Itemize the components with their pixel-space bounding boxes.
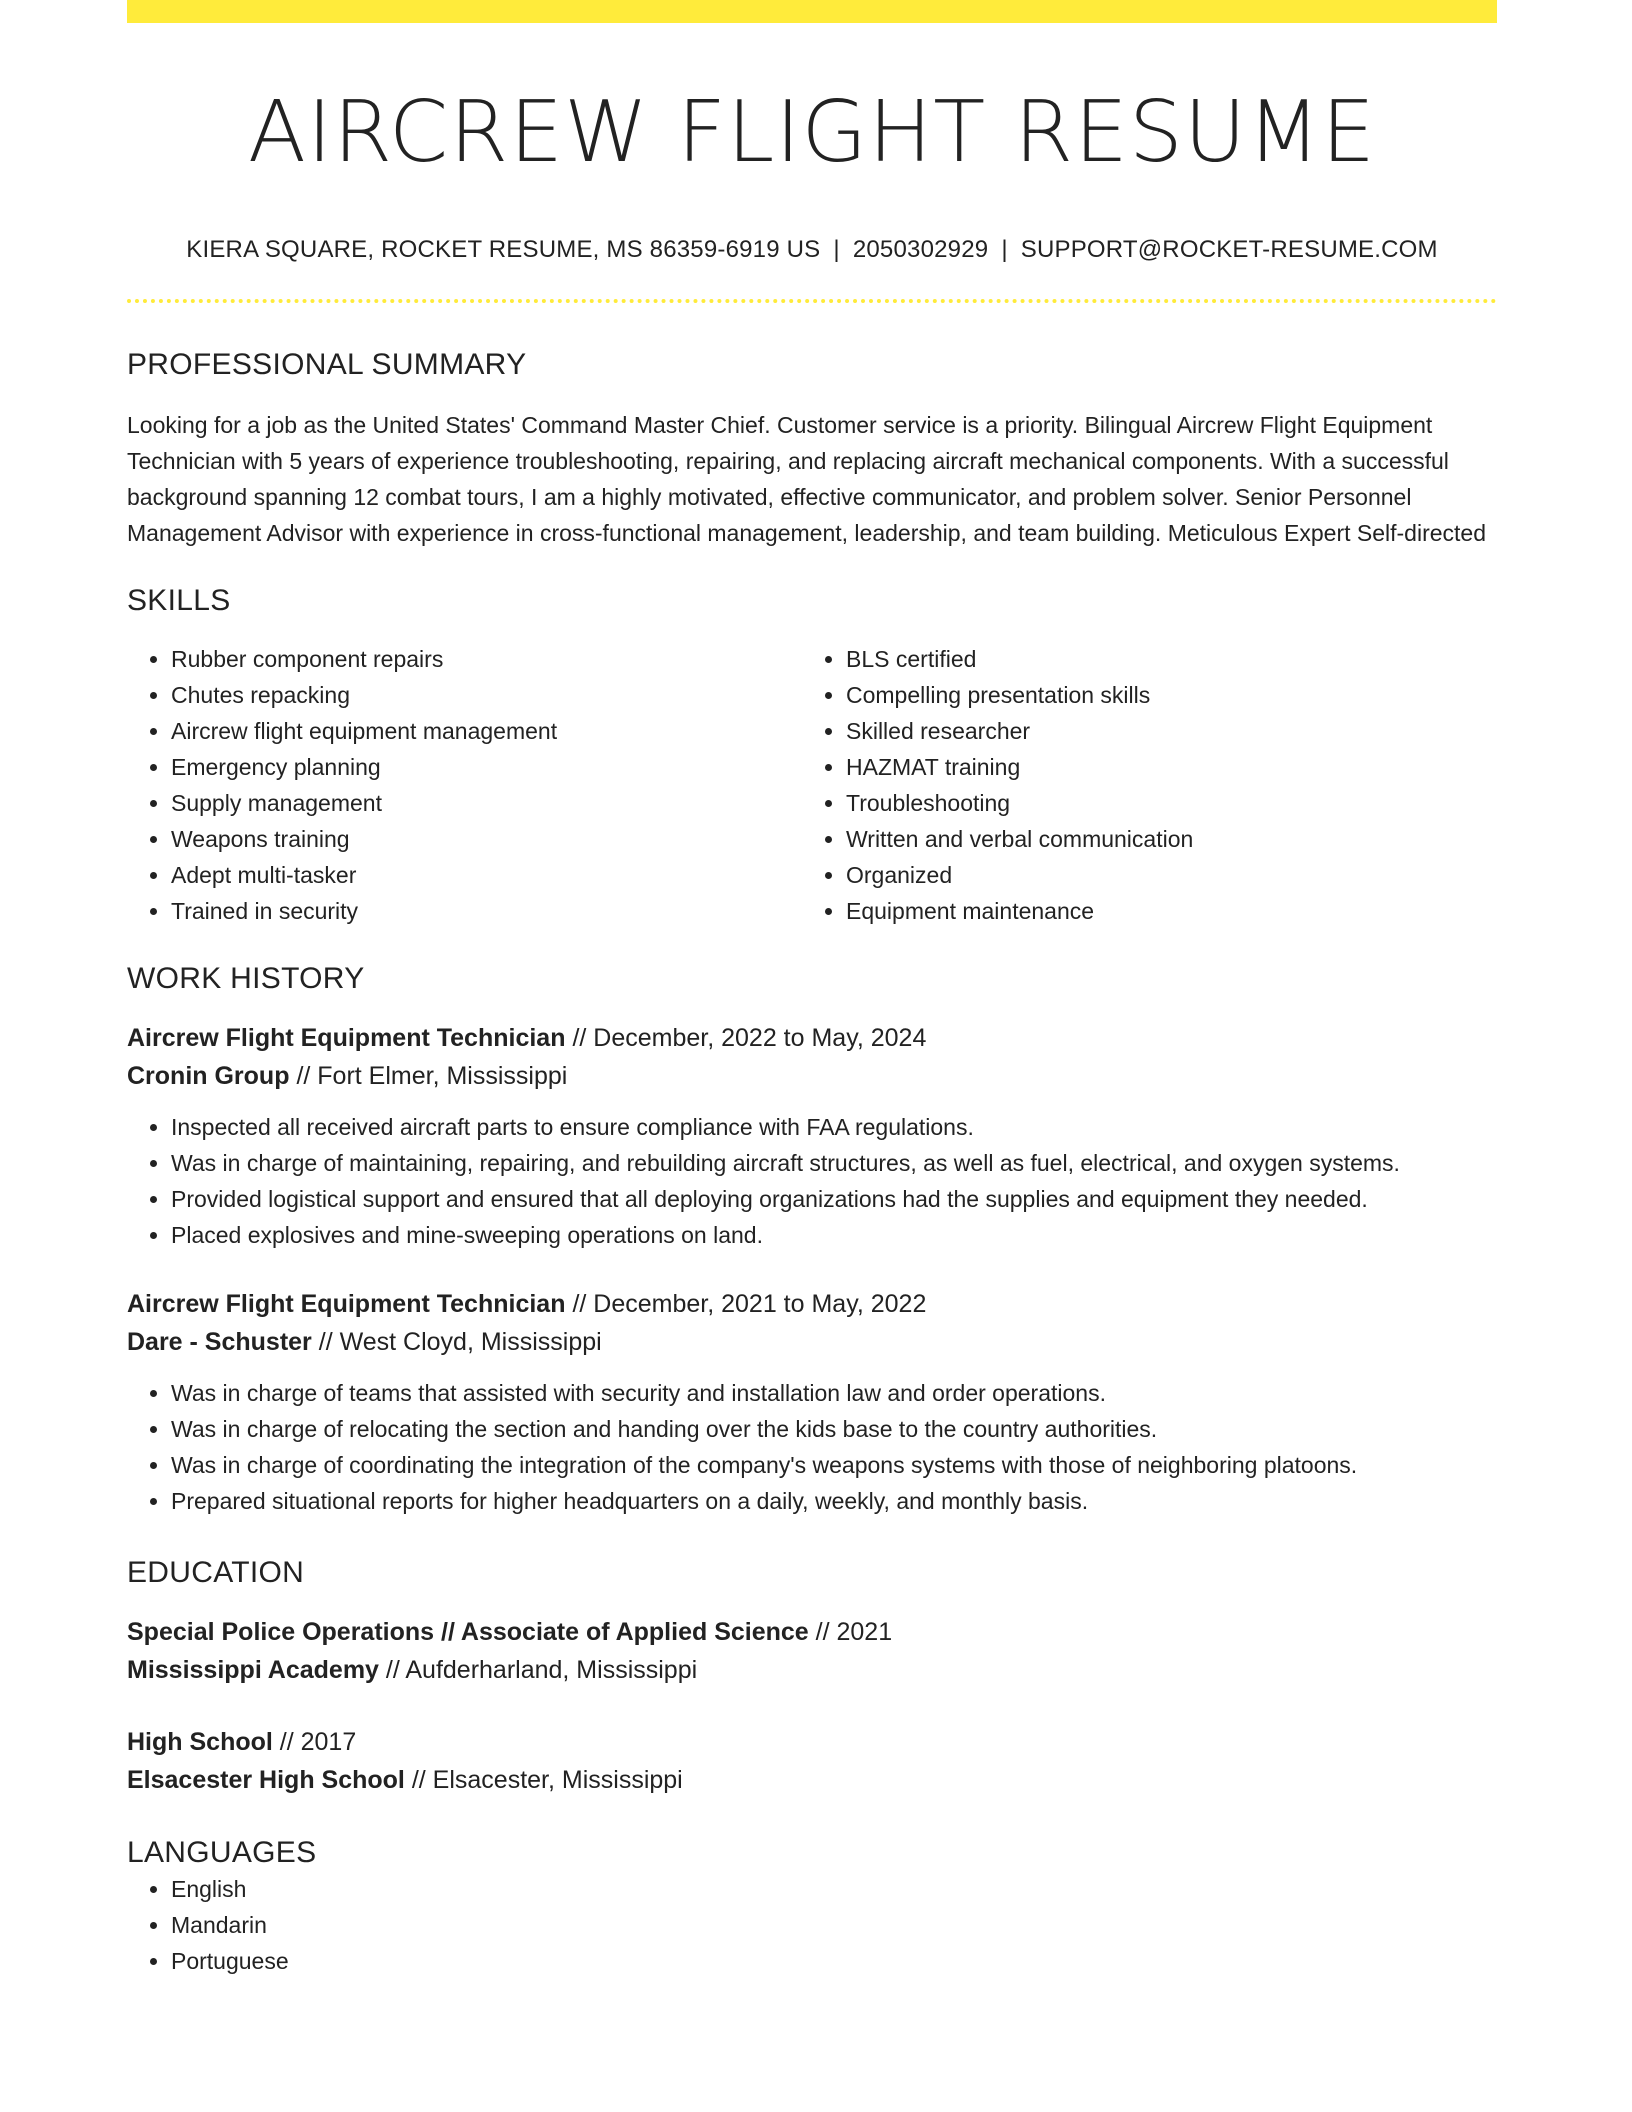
skill-item: • Supply management — [171, 785, 802, 821]
skills-column-right — [802, 641, 1477, 929]
job-dates: // December, 2021 to May, 2022 — [572, 1290, 927, 1318]
skills-list — [127, 641, 1497, 929]
education-institution — [127, 1761, 1497, 1799]
summary-text: Looking for a job as the United States' Command Master Chief. Customer service is a priority. Bilingual Aircrew Flight Equipment Technician with 5 years of experience troubleshooting, repairing, and replacing aircraft mechanical components. With a successful background spanning 12 combat tours, I am a highly motivated, effective communicator, and problem solver. Senior Personnel Management Advisor with experience in cross-functional management, leadership, and team building. Meticulous Expert Self-directed — [127, 412, 1486, 546]
job-entry — [127, 1285, 1497, 1519]
job-employer — [127, 1057, 1497, 1095]
education-entry — [127, 1613, 1497, 1689]
section-title-skills: SKILLS — [127, 584, 231, 617]
education-year: // 2021 — [815, 1618, 893, 1646]
contact-line — [127, 235, 1497, 265]
skill-item: • Emergency planning — [171, 749, 802, 785]
job-duty: • Placed explosives and mine-sweeping operations on land. — [171, 1217, 1497, 1253]
job-role: Aircrew Flight Equipment Technician — [127, 1024, 566, 1052]
job-location: // Fort Elmer, Mississippi — [296, 1062, 568, 1090]
section-title-languages: LANGUAGES — [127, 1836, 317, 1869]
skill-item: • Compelling presentation skills — [846, 677, 1477, 713]
skill-item: • Chutes repacking — [171, 677, 802, 713]
education-heading — [127, 1613, 1497, 1651]
education-location: // Aufderharland, Mississippi — [385, 1656, 698, 1684]
job-duty: • Prepared situational reports for higher headquarters on a daily, weekly, and monthly basis. — [171, 1483, 1497, 1519]
contact-email: SUPPORT@ROCKET-RESUME.COM — [1020, 236, 1438, 263]
languages-list — [127, 1871, 1497, 1979]
education-year: // 2017 — [279, 1728, 357, 1756]
section-title-education: EDUCATION — [127, 1556, 305, 1589]
skill-item: • Rubber component repairs — [171, 641, 802, 677]
contact-phone: 2050302929 — [852, 236, 989, 263]
job-company: Dare - Schuster — [127, 1328, 312, 1356]
contact-separator: | — [833, 236, 840, 263]
job-entry — [127, 1019, 1497, 1253]
education-school: Elsacester High School — [127, 1766, 405, 1794]
job-role: Aircrew Flight Equipment Technician — [127, 1290, 566, 1318]
job-duty: • Was in charge of coordinating the integration of the company's weapons systems with those of neighboring platoons. — [171, 1447, 1497, 1483]
language-item: • Mandarin — [171, 1907, 1497, 1943]
job-heading — [127, 1285, 1497, 1323]
education-degree: High School — [127, 1728, 273, 1756]
job-duty: • Was in charge of teams that assisted with security and installation law and order operations. — [171, 1375, 1497, 1411]
dotted-divider — [127, 299, 1497, 303]
skill-item: • Weapons training — [171, 821, 802, 857]
skill-item: • Written and verbal communication — [846, 821, 1477, 857]
skill-item: • HAZMAT training — [846, 749, 1477, 785]
contact-address: KIERA SQUARE, ROCKET RESUME, MS 86359-6919 US — [186, 236, 821, 263]
section-title-summary: PROFESSIONAL SUMMARY — [127, 348, 527, 381]
education-institution — [127, 1651, 1497, 1689]
job-heading — [127, 1019, 1497, 1057]
skill-item: • Organized — [846, 857, 1477, 893]
job-duties — [127, 1109, 1497, 1253]
job-duty: • Provided logistical support and ensured that all deploying organizations had the supplies and equipment they needed. — [171, 1181, 1497, 1217]
skill-item: • Adept multi-tasker — [171, 857, 802, 893]
job-duties — [127, 1375, 1497, 1519]
skill-item: • Aircrew flight equipment management — [171, 713, 802, 749]
resume-page — [127, 0, 1497, 1979]
skills-column-left — [127, 641, 802, 929]
education-school: Mississippi Academy — [127, 1656, 379, 1684]
education-degree: Special Police Operations // Associate of Applied Science — [127, 1618, 809, 1646]
education-heading — [127, 1723, 1497, 1761]
education-entry — [127, 1723, 1497, 1799]
contact-separator: | — [1001, 236, 1008, 263]
section-title-work-history: WORK HISTORY — [127, 962, 365, 995]
job-dates: // December, 2022 to May, 2024 — [572, 1024, 927, 1052]
top-accent-bar — [127, 0, 1497, 23]
job-company: Cronin Group — [127, 1062, 290, 1090]
language-item: • English — [171, 1871, 1497, 1907]
job-duty: • Was in charge of relocating the section and handing over the kids base to the country authorities. — [171, 1411, 1497, 1447]
skill-item: • Equipment maintenance — [846, 893, 1477, 929]
job-duty: • Inspected all received aircraft parts to ensure compliance with FAA regulations. — [171, 1109, 1497, 1145]
skill-item: • Skilled researcher — [846, 713, 1477, 749]
skill-item: • BLS certified — [846, 641, 1477, 677]
skill-item: • Trained in security — [171, 893, 802, 929]
education-location: // Elsacester, Mississippi — [411, 1766, 683, 1794]
language-item: • Portuguese — [171, 1943, 1497, 1979]
job-duty: • Was in charge of maintaining, repairing, and rebuilding aircraft structures, as well as fuel, electrical, and oxygen systems. — [171, 1145, 1497, 1181]
job-location: // West Cloyd, Mississippi — [318, 1328, 602, 1356]
job-employer — [127, 1323, 1497, 1361]
skill-item: • Troubleshooting — [846, 785, 1477, 821]
resume-title: AIRCREW FLIGHT RESUME — [247, 83, 1377, 182]
